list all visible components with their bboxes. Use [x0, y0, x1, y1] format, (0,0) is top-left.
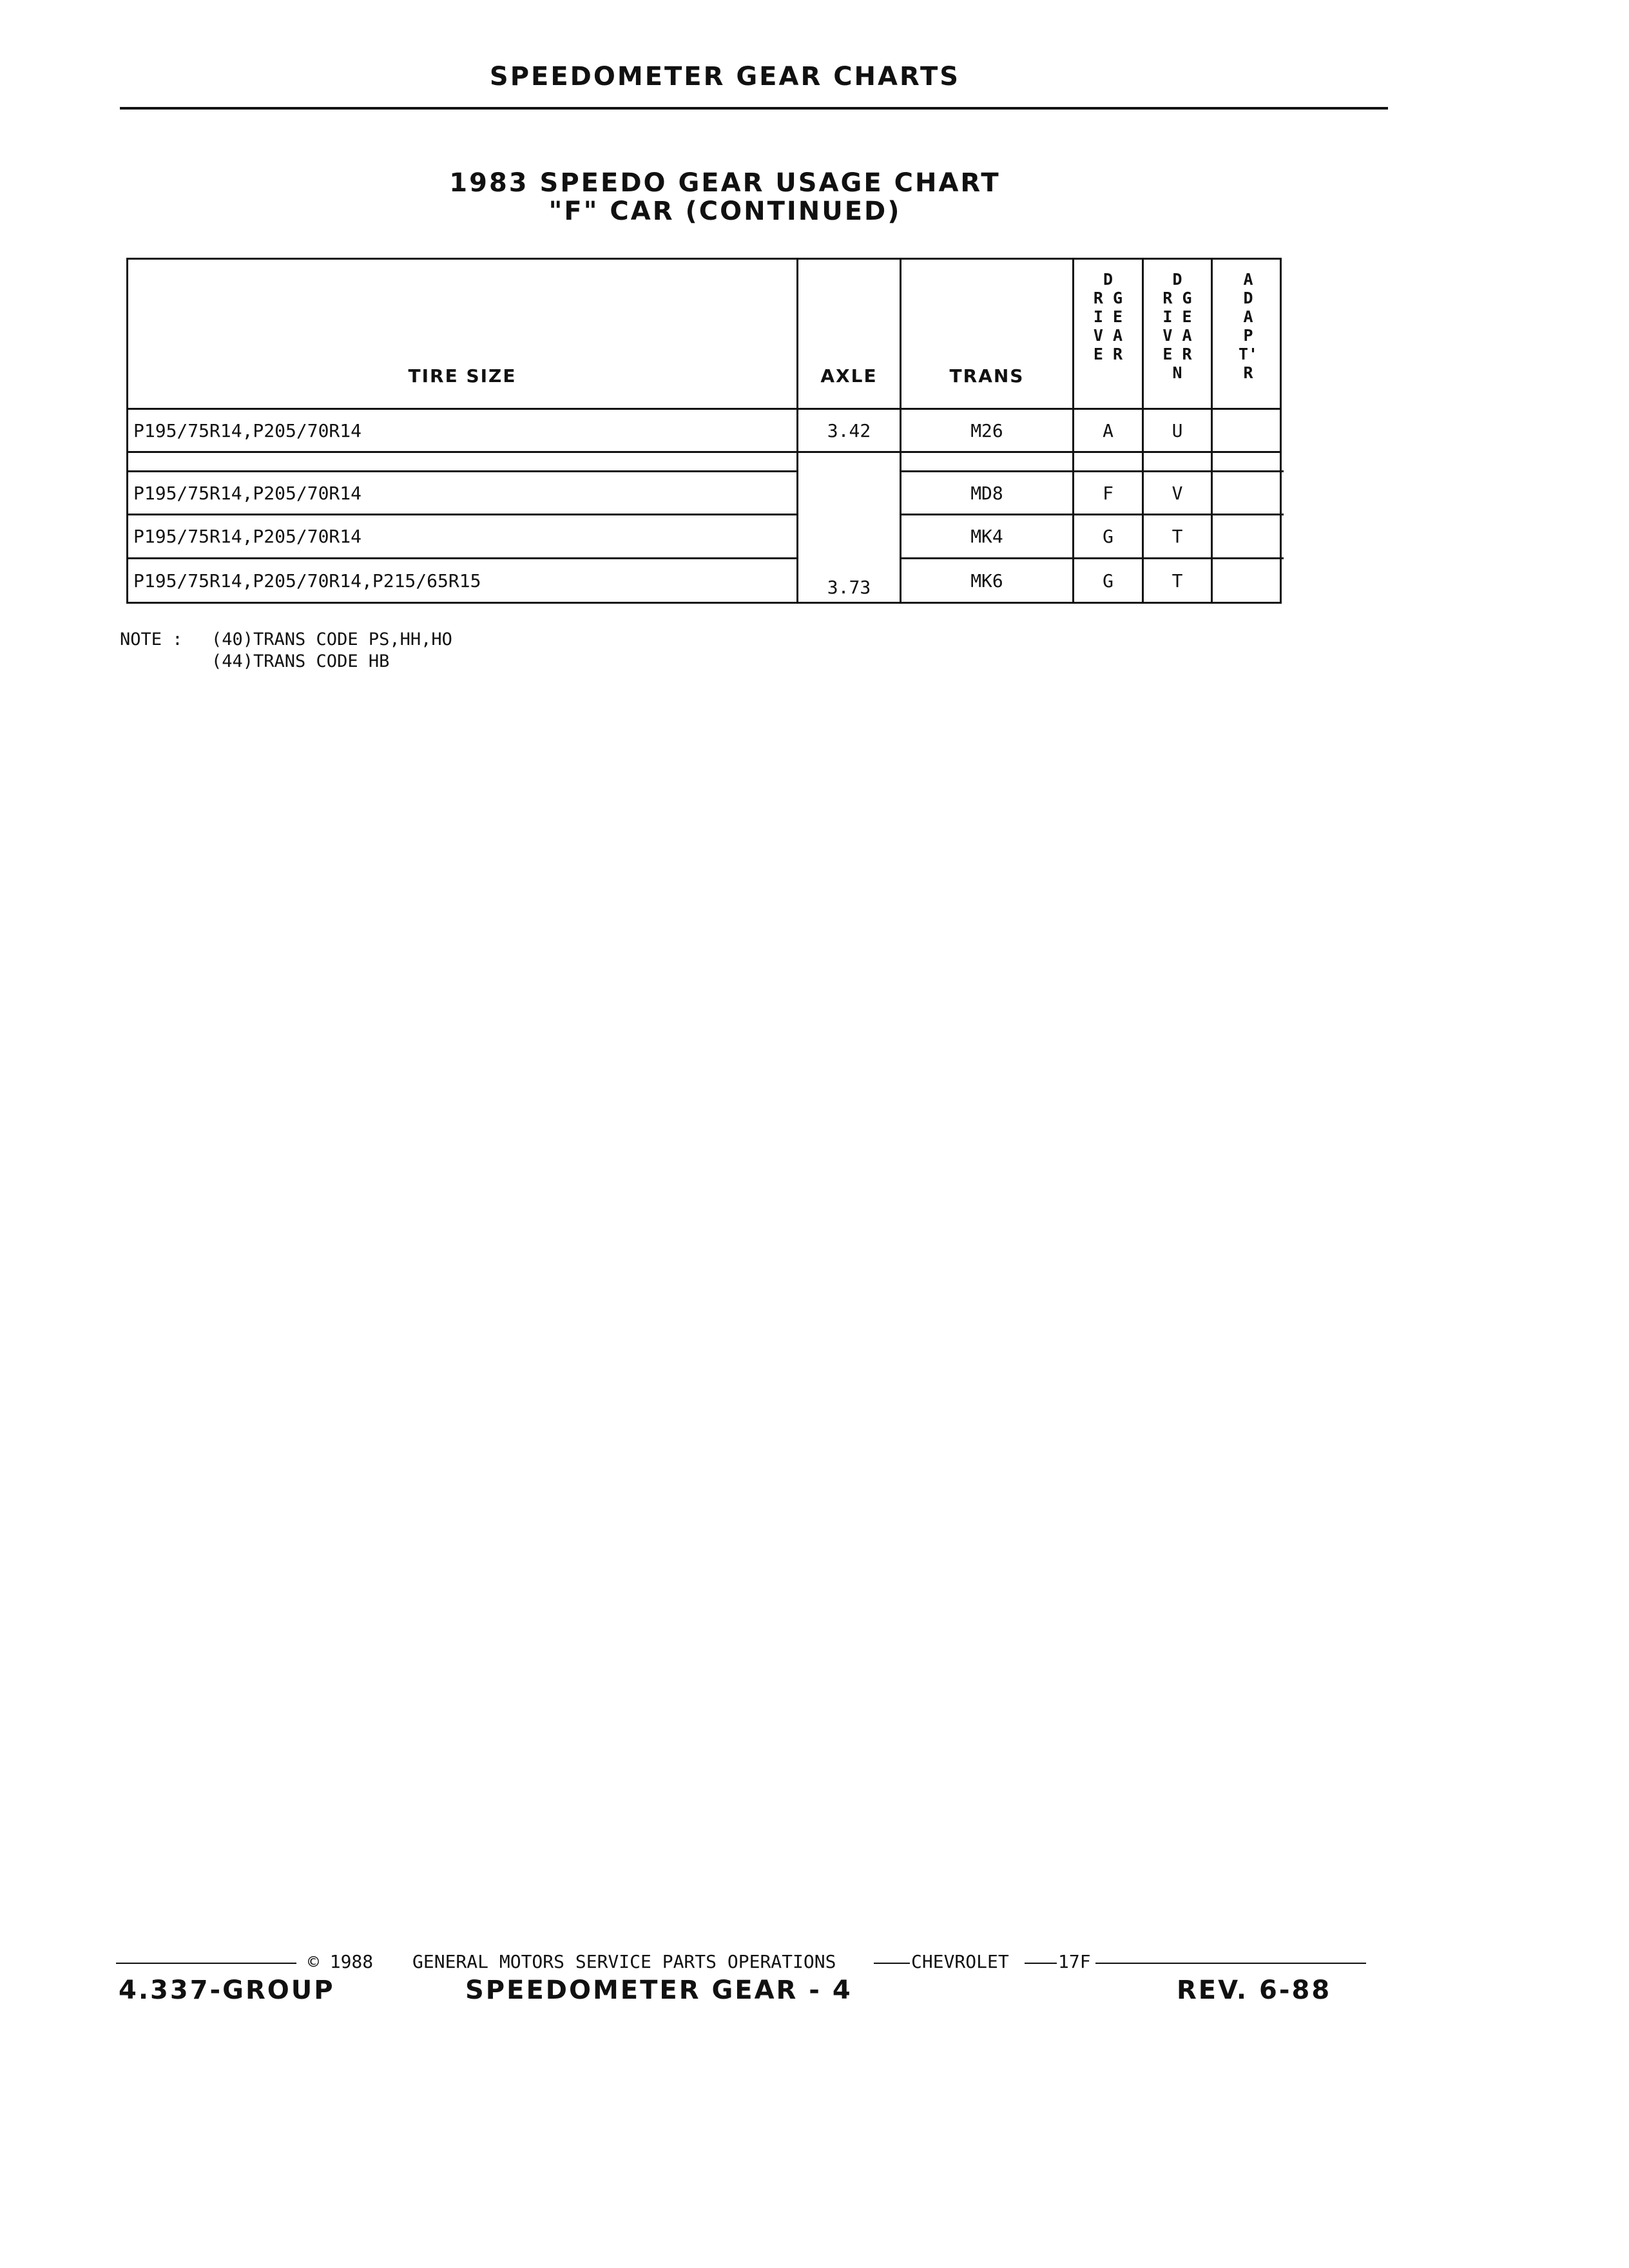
- tire-size-cell: P195/75R14,P205/70R14: [133, 419, 362, 441]
- speedo-gear-table: [126, 258, 1282, 604]
- drive-gear-cell: G: [1103, 526, 1113, 547]
- driven-gear-cell: T: [1171, 526, 1183, 547]
- column-header-tire-size: TIRE SIZE: [408, 365, 517, 387]
- footer-rule-mid-1: [874, 1963, 910, 1964]
- note-line-1: (40)TRANS CODE PS,HH,HO: [211, 629, 452, 649]
- footer-rule-left: [116, 1963, 296, 1964]
- trans-cell: M26: [970, 419, 1003, 441]
- driven-gear-cell: V: [1171, 482, 1183, 504]
- footer-code: 17F: [1058, 1951, 1091, 1972]
- note-label: NOTE :: [120, 629, 183, 649]
- tire-size-cell: P195/75R14,P205/70R14: [133, 482, 362, 504]
- row-divider: [128, 451, 1280, 453]
- tire-size-cell: P195/75R14,P205/70R14,P215/65R15: [133, 570, 481, 591]
- tire-size-cell: P195/75R14,P205/70R14: [133, 526, 362, 547]
- footer-copyright: © 1988: [308, 1951, 374, 1972]
- axle-cell: 3.73: [827, 576, 871, 598]
- axle-cell: 3.42: [827, 419, 871, 441]
- footer-revision: REV. 6-88: [1177, 1975, 1332, 2005]
- footer-rule-right: [1095, 1963, 1366, 1964]
- drive-gear-cell: A: [1103, 419, 1113, 441]
- trans-cell: MD8: [970, 482, 1003, 504]
- footer-section: SPEEDOMETER GEAR - 4: [465, 1975, 853, 2005]
- column-header-driven-gear: D R G I E V A E R N: [1162, 270, 1192, 382]
- chart-title-line-2: "F" CAR (CONTINUED): [548, 197, 901, 226]
- trans-cell: MK4: [970, 526, 1003, 547]
- column-header-trans: TRANS: [949, 365, 1025, 387]
- driven-gear-cell: T: [1171, 570, 1183, 591]
- note-line-2: (44)TRANS CODE HB: [211, 651, 390, 671]
- footer-rule-mid-2: [1025, 1963, 1057, 1964]
- column-header-adapter: A D A P T' R: [1238, 270, 1258, 382]
- driven-gear-cell: U: [1171, 419, 1183, 441]
- footer-group: 4.337-GROUP: [119, 1975, 335, 2005]
- chart-title: [0, 169, 1450, 226]
- drive-gear-cell: F: [1103, 482, 1113, 504]
- drive-gear-cell: G: [1103, 570, 1113, 591]
- column-header-axle: AXLE: [820, 365, 878, 387]
- header-divider: [120, 107, 1388, 110]
- column-header-drive-gear: D R G I E V A E R: [1093, 270, 1123, 363]
- footer-make: CHEVROLET: [911, 1951, 1009, 1972]
- footer-publisher: GENERAL MOTORS SERVICE PARTS OPERATIONS: [412, 1951, 836, 1972]
- trans-cell: MK6: [970, 570, 1003, 591]
- chart-title-line-1: 1983 SPEEDO GEAR USAGE CHART: [449, 168, 1001, 198]
- page-header-title: SPEEDOMETER GEAR CHARTS: [489, 62, 961, 91]
